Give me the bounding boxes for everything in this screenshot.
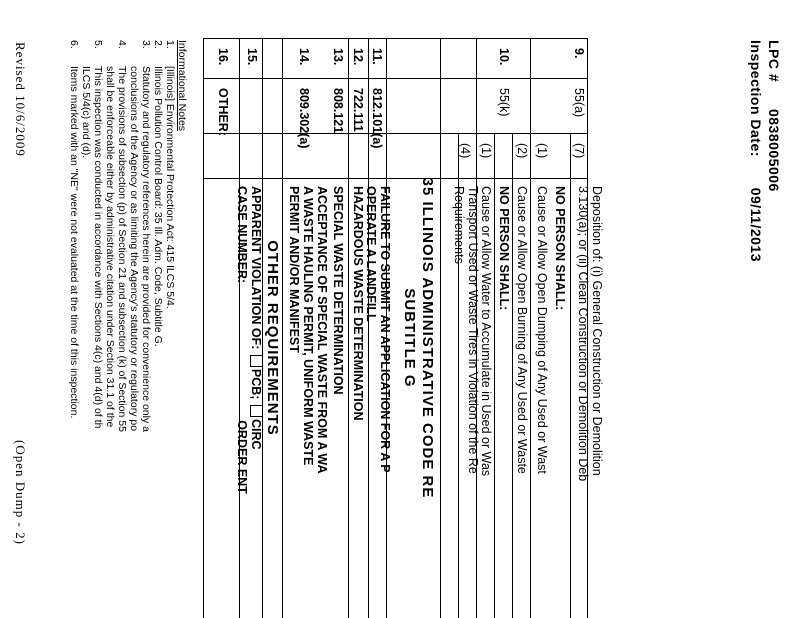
no-person-shall-2: NO PERSON SHALL: (497, 186, 511, 311)
circuit-checkbox[interactable] (250, 405, 263, 417)
row-10-1-desc: Cause or Allow Water to Accumulate in Used or Was (479, 186, 493, 477)
order-entered-label: ORDER ENT (235, 420, 249, 494)
row-9-1-sub: (1) (535, 143, 549, 159)
inspection-date (748, 40, 764, 262)
revised-date: Revised 10/6/2009 (13, 42, 28, 157)
row-16-number: 16. (216, 48, 230, 66)
row-10-4-desc-b: Requirements (452, 186, 466, 264)
informational-notes (68, 40, 188, 432)
note-3b: conclusions of the Agency or as limiting the Agency's statutory or regulatory po (128, 66, 140, 432)
notes-heading: Informational Notes (176, 40, 188, 132)
note-5b: ILCS 5/4(c) and (d). (80, 66, 92, 159)
row-10-section: 55(k) (497, 88, 511, 117)
row-9-2-desc: Cause or Allow Open Burning of Any Used or Waste (515, 186, 529, 474)
row-14-section: 809.302(a) (297, 88, 311, 149)
row-12-desc: HAZARDOUS WASTE DETERMINATION (351, 186, 365, 421)
subtitle-heading: 35 ILLINOIS ADMINISTRATIVE CODE RE (419, 177, 436, 499)
case-number-line (235, 186, 249, 494)
row-12-section: 722.111 (351, 88, 365, 132)
row-13-desc: SPECIAL WASTE DETERMINATION (331, 186, 345, 395)
row-9-1-desc: Cause or Allow Open Dumping of Any Used or Wast (535, 186, 549, 474)
row-11-desc-a: FAILURE TO SUBMIT AN APPLICATION FOR A P (378, 186, 392, 473)
row-14-number: 14. (297, 48, 311, 66)
lpc-label: LPC # (766, 40, 782, 83)
pcb-checkbox[interactable] (250, 355, 263, 367)
note-3: 3.Statutory and regulatory references herein are provided for convenience only a (140, 40, 152, 432)
row-10-number: 10. (497, 48, 511, 66)
no-person-shall-1: NO PERSON SHALL: (553, 186, 567, 311)
row-11-number: 11. (370, 48, 384, 65)
lpc-number (766, 40, 782, 192)
apparent-violation (249, 186, 263, 450)
apparent-violation-label: APPARENT VIOLATION OF: (249, 186, 263, 350)
row-9-sub: (7) (572, 143, 586, 159)
case-number-label: CASE NUMBER: (235, 186, 249, 284)
row-11-section: 812.101(a) (370, 88, 384, 149)
circuit-label: CIRC (249, 418, 263, 450)
row-16-other: OTHER: (216, 88, 230, 136)
row-9-desc-a: Deposition of: (i) General Construction or Demolition (590, 186, 604, 476)
row-9-number: 9. (572, 48, 586, 59)
other-requirements-heading: OTHER REQUIREMENTS (264, 240, 281, 436)
row-10-1-sub: (1) (479, 143, 493, 159)
row-9-desc-b: 3.130(a); or (ii) Clean Construction or Demolition Deb (576, 186, 590, 482)
row-9-section: 55(a) (572, 88, 586, 118)
row-9-2-sub: (2) (515, 143, 529, 159)
row-10-4-sub: (4) (458, 143, 472, 159)
row-14-desc-c: PERMIT AND/OR MANIFEST (287, 186, 301, 353)
note-4b: shall be enforceable either by administrative citation under Section 31.1 of the (104, 66, 116, 428)
note-4: 4.The provisions of subsection (p) of Section 21 and subsection (k) of Section 55 (116, 40, 128, 432)
note-6: 6.Items marked with an "NE" were not evaluated at the time of this inspection. (68, 40, 80, 419)
note-5: 5.This inspection was conducted in accordance with Sections 4(c) and 4(d) of th (92, 40, 104, 429)
row-10-4-desc-a: Transport Used or Waste Tires in Violation of the Re (466, 186, 480, 474)
row-14-desc-a: ACCEPTANCE OF SPECIAL WASTE FROM A WA (315, 186, 329, 474)
page-footer: (Open Dump - 2) (13, 440, 28, 545)
date-label: Inspection Date: (748, 40, 764, 157)
row-13-number: 13. (331, 48, 345, 66)
row-11-desc-b: OPERATE A LANDFILL (364, 186, 378, 322)
row-14-desc-b: A WASTE HAULING PERMIT, UNIFORM WASTE (301, 186, 315, 466)
violations-table (203, 38, 604, 618)
note-1: 1.[Illinois] Environmental Protection Act: 415 ILCS 5/4. (164, 40, 176, 309)
note-2: 2.Illinois Pollution Control Board: 35 Ill. Adm. Code, Subtitle G. (152, 40, 164, 347)
subtitle-g: SUBTITLE G (401, 288, 418, 388)
row-13-section: 808.121 (331, 88, 345, 134)
row-15-number: 15. (245, 48, 259, 66)
row-12-number: 12. (351, 48, 365, 66)
pcb-label: PCB; (249, 368, 263, 400)
lpc-value: 0838005006 (766, 108, 782, 192)
date-value: 09/11/2013 (748, 187, 764, 262)
